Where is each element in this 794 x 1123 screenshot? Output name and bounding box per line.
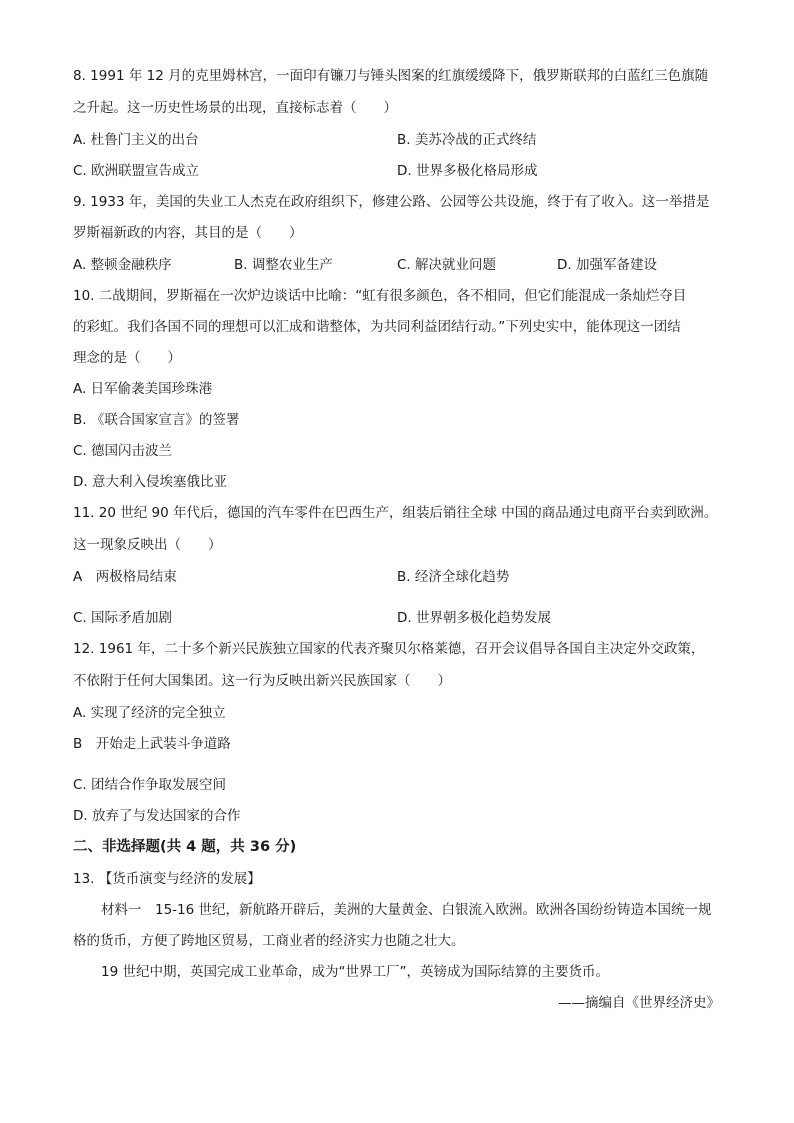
q12-option-d: D. 放弃了与发达国家的合作 <box>73 808 241 824</box>
q12-option-a: A. 实现了经济的完全独立 <box>73 705 226 721</box>
q8-option-d: D. 世界多极化格局形成 <box>397 163 538 179</box>
q10-option-a: A. 日军偷袭美国珍珠港 <box>73 381 213 397</box>
q12-option-b: B 开始走上武装斗争道路 <box>73 736 231 752</box>
q10-stem-line-1: 10. 二战期间，罗斯福在一次炉边谈话中比喻：“虹有很多颜色，各不相同，但它们能混成一条灿烂夺目 <box>73 288 687 304</box>
q11-stem-line-1: 11. 20 世纪 90 年代后，德国的汽车零件在巴西生产，组装后销往全球 中国的商品通过电商平台卖到欧洲。 <box>73 505 718 521</box>
q11-option-b: B. 经济全球化趋势 <box>397 569 510 585</box>
q10-option-c: C. 德国闪击波兰 <box>73 443 173 459</box>
q12-stem-line-1: 12. 1961 年，二十多个新兴民族独立国家的代表齐聚贝尔格莱德，召开会议倡导各国自主决定外交政策， <box>73 641 705 657</box>
q12-stem-line-2: 不依附于任何大国集团。这一行为反映出新兴民族国家（ ） <box>73 673 451 689</box>
q11-stem-line-2: 这一现象反映出（ ） <box>73 537 222 553</box>
q9-option-c: C. 解决就业问题 <box>397 257 497 273</box>
q9-stem-line-2: 罗斯福新政的内容，其目的是（ ） <box>73 225 303 241</box>
q8-stem-line-2: 之升起。这一历史性场景的出现，直接标志着（ ） <box>73 100 397 116</box>
q8-option-c: C. 欧洲联盟宣告成立 <box>73 163 200 179</box>
q13-source-citation: ——摘编自《世界经济史》 <box>558 995 720 1011</box>
q13-material1-line-1: 材料一 15-16 世纪，新航路开辟后，美洲的大量黄金、白银流入欧洲。欧洲各国纷纷铸造本国统一规 <box>101 902 712 918</box>
q12-option-c: C. 团结合作争取发展空间 <box>73 777 227 793</box>
q13-material1-line-2: 格的货币，方便了跨地区贸易，工商业者的经济实力也随之壮大。 <box>73 933 465 949</box>
q10-option-d: D. 意大利入侵埃塞俄比亚 <box>73 474 227 490</box>
q11-option-d: D. 世界朝多极化趋势发展 <box>397 610 551 626</box>
q9-option-b: B. 调整农业生产 <box>234 257 333 273</box>
q8-option-b: B. 美苏冷战的正式终结 <box>397 132 537 148</box>
q10-stem-line-2: 的彩虹。我们各国不同的理想可以汇成和谐整体，为共同利益团结行动。”下列史实中，能体现这一团结 <box>73 319 681 335</box>
q13-title: 13. 【货币演变与经济的发展】 <box>73 871 261 887</box>
q10-option-b: B. 《联合国家宣言》的签署 <box>73 412 240 428</box>
q8-stem-line-1: 8. 1991 年 12 月的克里姆林宫，一面印有镰刀与锤头图案的红旗缓缓降下，俄罗斯联邦的白蓝红三色旗随 <box>73 68 709 84</box>
q11-option-a: A 两极格局结束 <box>73 569 177 585</box>
q13-material1-paragraph-2: 19 世纪中期，英国完成工业革命，成为“世界工厂”，英镑成为国际结算的主要货币。 <box>101 964 609 980</box>
q8-option-a: A. 杜鲁门主义的出台 <box>73 132 199 148</box>
q9-stem-line-1: 9. 1933 年，美国的失业工人杰克在政府组织下，修建公路、公园等公共设施，终于有了收入。这一举措是 <box>73 194 710 210</box>
section-heading: 二、非选择题(共 4 题，共 36 分) <box>73 839 297 855</box>
q9-option-d: D. 加强军备建设 <box>557 257 657 273</box>
q9-option-a: A. 整顿金融秩序 <box>73 257 172 273</box>
q11-option-c: C. 国际矛盾加剧 <box>73 610 173 626</box>
q10-stem-line-3: 理念的是（ ） <box>73 350 181 366</box>
